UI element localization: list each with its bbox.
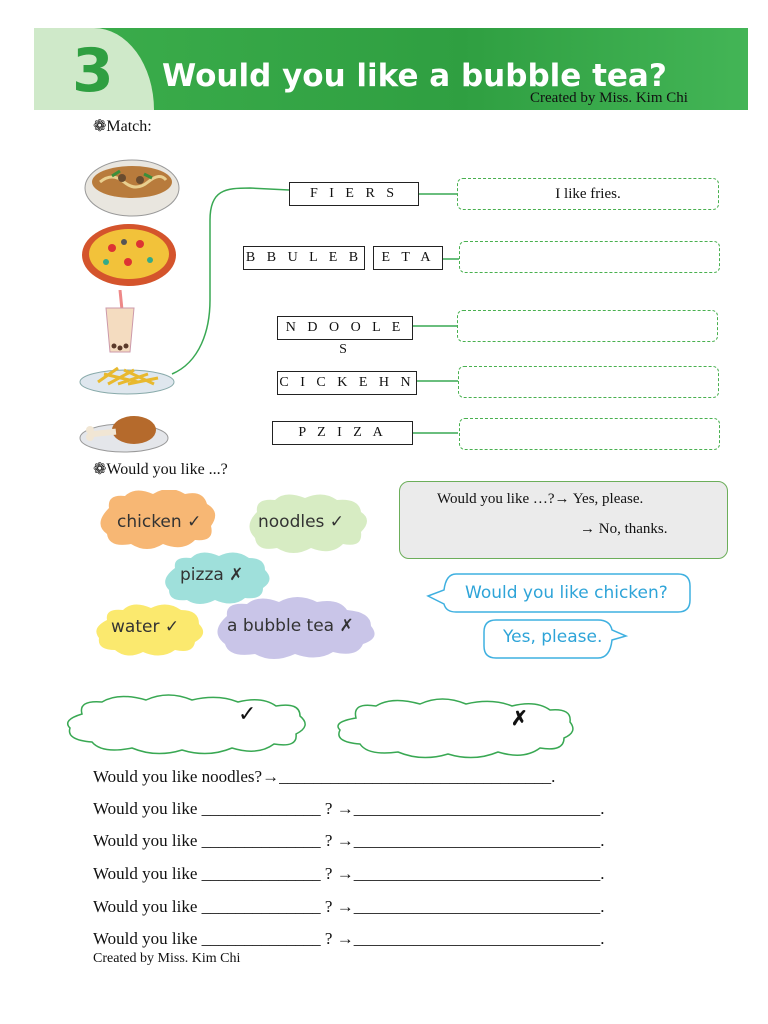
item-blank[interactable]: ______________ [201,864,321,883]
question-line-1 [93,767,555,787]
answer-blank[interactable]: _____________________________. [353,799,605,818]
question-text: Would you like [93,864,198,883]
answer-box-4[interactable] [458,366,719,398]
item-blank[interactable]: ______________ [201,897,321,916]
question-line-3 [93,831,604,851]
item-blank[interactable]: ______________ [201,799,321,818]
would-you-like-heading: ❁Would you like ...? [93,461,228,478]
question-text: Would you like [93,799,198,818]
unit-number: 3 [72,36,114,106]
gear-flower-icon: ❁ [93,118,107,135]
question-arrow: ? → [324,929,354,948]
credit-bottom: Created by Miss. Kim Chi [93,951,241,966]
question-arrow: ? → [324,831,354,850]
question-line-5 [93,897,604,917]
answer-blank[interactable]: ________________________________. [279,767,556,786]
question-text: Would you like [93,831,198,850]
item-blank[interactable]: ______________ [201,831,321,850]
answer-box-3[interactable] [457,310,718,342]
question-line-2 [93,799,604,819]
match-heading: ❁Match: [93,118,152,135]
question-arrow: ? → [324,799,354,818]
scrambled-word-2a: B B U L E B [243,246,365,270]
cross-mark-icon: ✗ [511,708,528,730]
answer-blank[interactable]: _____________________________. [353,831,605,850]
match-connector-lines [0,0,768,480]
question-arrow: ? → [324,897,354,916]
speech-answer-text: Yes, please. [503,627,603,647]
check-mark-icon: ✓ [238,701,257,726]
answer-blank[interactable]: _____________________________. [353,864,605,883]
answer-blank[interactable]: _____________________________. [353,929,605,948]
page-title: Would you like a bubble tea? [162,58,667,94]
question-arrow: ? → [324,864,354,883]
cloud-label-water: water ✓ [111,617,180,637]
empty-cloud-no [338,699,573,758]
question-text: Would you like [93,897,198,916]
empty-clouds [62,694,578,764]
cloud-label-chicken: chicken ✓ [117,512,202,532]
question-text: Would you like [93,929,198,948]
scrambled-word-1: F I E R S [289,182,419,206]
answer-box-1[interactable]: I like fries. [457,178,719,210]
scrambled-word-2b: E T A [373,246,443,270]
speech-question-text: Would you like chicken? [465,583,668,603]
cloud-label-pizza: pizza ✗ [180,565,244,585]
gear-flower-icon: ❁ [93,461,107,478]
item-blank[interactable]: ______________ [201,929,321,948]
answer-box-5[interactable] [459,418,720,450]
question-line-6 [93,929,604,949]
question-text: Would you like noodles?→ [93,767,280,786]
rule-line-2: → No, thanks. [580,521,668,537]
cloud-label-noodles: noodles ✓ [258,512,345,532]
scrambled-word-4: C I C K E H N [277,371,417,395]
fries-to-fiers-line [172,188,289,374]
credit-top: Created by Miss. Kim Chi [530,90,688,106]
cloud-label-bubble-tea: a bubble tea ✗ [227,616,354,636]
scrambled-word-3: N D O O L E S [277,316,413,340]
rule-line-1: Would you like …?→ Yes, please. [437,491,644,507]
scrambled-word-5: P Z I Z A [272,421,413,445]
answer-box-2[interactable] [459,241,720,273]
answer-blank[interactable]: _____________________________. [353,897,605,916]
empty-cloud-yes [68,695,305,754]
question-line-4 [93,864,604,884]
